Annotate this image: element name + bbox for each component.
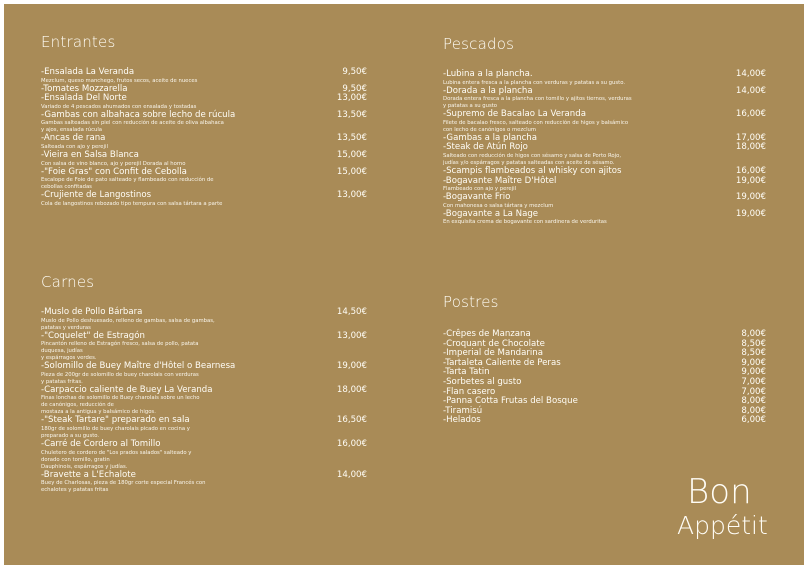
menu-item-description: Variado de 4 pescados ahumados con ensalada y tostadas — [41, 103, 197, 110]
menu-item — [443, 210, 766, 227]
menu-item-name: -"Foie Gras" con Confit de Cebolla — [41, 166, 187, 177]
menu-item — [41, 151, 367, 168]
menu-item-row — [41, 168, 367, 178]
menu-item-name: -Ancas de rana — [41, 133, 106, 144]
menu-item-row — [443, 87, 766, 97]
menu-item-row — [41, 191, 367, 201]
menu-item-name: -Bravette a L'Echalote — [41, 469, 136, 480]
menu-item-price: 16,50€ — [336, 415, 367, 426]
menu-item-row — [443, 193, 766, 203]
postres-title: Postres — [443, 293, 499, 311]
menu-item-row — [41, 471, 367, 481]
menu-item-row — [41, 94, 367, 104]
menu-item — [443, 407, 766, 417]
menu-item — [41, 134, 367, 151]
menu-item — [443, 143, 766, 167]
menu-item — [41, 362, 367, 386]
menu-item-name: -Imperial de Mandarina — [443, 348, 544, 359]
menu-item-row — [41, 416, 367, 426]
menu-item-row — [41, 440, 367, 450]
menu-item — [443, 193, 766, 210]
menu-item-price: 14,00€ — [336, 469, 367, 480]
menu-item-price: 18,00€ — [336, 384, 367, 395]
menu-item-price: 13,00€ — [336, 330, 367, 341]
menu-item — [41, 111, 367, 135]
menu-item-description: Escalope de Foie de pato salteado y flambeado con reducción de cebollas confitadas — [41, 177, 214, 191]
menu-item-row — [41, 332, 367, 342]
menu-item — [41, 416, 367, 440]
menu-item-description: Salteada con ajo y perejil — [41, 143, 108, 150]
menu-item-row — [443, 210, 766, 220]
pescados-list — [443, 70, 766, 226]
menu-item-description: Muslo de Pollo deshuesado, relleno de gambas, salsa de gambas, patatas y verduras — [41, 317, 215, 331]
menu-item-name: -Bogavante a La Nage — [443, 208, 539, 219]
menu-item-price: 14,50€ — [336, 307, 367, 317]
menu-item-description: Buey de Charlosas, pieza de 180gr corte especial Francés con echalotes y patatas fritas — [41, 480, 206, 494]
menu-item-price: 9,50€ — [342, 67, 367, 77]
menu-item-row — [443, 359, 766, 369]
menu-item-price: 13,50€ — [336, 133, 367, 144]
menu-item-name: -Sorbetes al gusto — [443, 376, 522, 387]
menu-item-name: -Carré de Cordero al Tomillo — [41, 438, 161, 449]
entrantes-list — [41, 68, 367, 208]
menu-item-description: Con mahonesa o salsa tártara y mezclum — [443, 202, 554, 209]
menu-item-name: -Gambas a la plancha — [443, 132, 538, 143]
menu-item-description: Dorada entera fresca a la plancha con tomillo y ajitos tiernos, verduras y patatas a su gusto — [443, 96, 632, 110]
menu-item-price: 17,00€ — [735, 132, 766, 143]
pescados-title: Pescados — [443, 35, 515, 53]
menu-item-name: -Croquant de Chocolate — [443, 338, 545, 349]
menu-item-row — [41, 151, 367, 161]
menu-item-row — [443, 177, 766, 187]
menu-item-name: -Dorada a la plancha — [443, 85, 533, 96]
menu-item-price: 16,00€ — [735, 165, 766, 176]
menu-item-name: -Helados — [443, 415, 481, 426]
menu-item-name: -"Steak Tartare" preparado en sala — [41, 415, 190, 426]
menu-item-price: 14,00€ — [735, 85, 766, 96]
menu-item-name: -Bogavante Frio — [443, 192, 511, 203]
menu-item — [443, 70, 766, 87]
menu-item-row — [443, 143, 766, 153]
menu-item-price: 8,00€ — [741, 329, 766, 339]
menu-item-name: -Scampis flambeados al whisky con ajitos — [443, 165, 622, 176]
menu-item-price: 8,50€ — [741, 348, 766, 359]
menu-item-price: 18,00€ — [735, 142, 766, 153]
menu-item — [443, 397, 766, 407]
menu-item-name: -Supremo de Bacalao La Veranda — [443, 109, 586, 120]
menu-item-price: 13,00€ — [336, 93, 367, 104]
menu-item-price: 8,50€ — [741, 338, 766, 349]
closing-bon: Bon — [687, 472, 752, 512]
menu-item-name: -Muslo de Pollo Bárbara — [41, 307, 143, 317]
menu-item — [41, 308, 367, 332]
menu-item-description: Chuletero de cordero de "Los prados salados" salteado y dorado con tomillo, gratin Dauphinois, espárragos y judías. — [41, 449, 192, 470]
menu-page — [4, 4, 804, 565]
postres-list — [443, 330, 766, 426]
menu-item-name: -Carpaccio caliente de Buey La Veranda — [41, 384, 213, 395]
menu-item-price: 7,00€ — [741, 376, 766, 387]
menu-item-price: 19,00€ — [735, 192, 766, 203]
menu-item — [41, 386, 367, 417]
menu-item-name: -Panna Cotta Frutas del Bosque — [443, 396, 578, 407]
menu-item — [41, 440, 367, 471]
menu-item-row — [41, 134, 367, 144]
menu-item-description: Pieza de 200gr de solomillo de buey charolais con verduras y patatas fritas. — [41, 371, 199, 385]
menu-item-price: 16,00€ — [735, 109, 766, 120]
menu-item-description: Filete de bacalao fresco, salteado con reducción de higos y balsámico con lecho de canónigos o mezclum — [443, 119, 629, 133]
menu-item-description: Pincantón relleno de Estragón fresco, salsa de pollo, patata duquesa, judías y espárragos verdes. — [41, 341, 199, 362]
menu-item-price: 15,00€ — [336, 149, 367, 160]
menu-item-price: 8,00€ — [741, 405, 766, 416]
menu-item — [41, 191, 367, 208]
menu-item-description: Cola de langostinos rebozado tipo tempura con salsa tártara a parte — [41, 200, 223, 207]
menu-item-price: 13,50€ — [336, 109, 367, 120]
menu-item-price: 19,00€ — [735, 208, 766, 219]
menu-item-price: 8,00€ — [741, 396, 766, 407]
menu-item — [443, 416, 766, 426]
menu-item-price: 16,00€ — [336, 438, 367, 449]
carnes-title: Carnes — [41, 273, 95, 291]
menu-item-description: 180gr de solomillo de buey charolais picado en cocina y preparado a su gusto. — [41, 425, 190, 439]
menu-item-description: Con salsa de vino blanco, ajo y perejil Dorada al horno — [41, 160, 186, 167]
menu-item-row — [443, 416, 766, 426]
menu-item-description: Mezclum, queso manchego, frutos secos, aceite de nueces — [41, 77, 198, 84]
menu-item-name: -Tarta Tatin — [443, 367, 490, 378]
menu-item-row — [41, 362, 367, 372]
menu-item-price: 19,00€ — [735, 175, 766, 186]
menu-item-name: -Crujiente de Langostinos — [41, 190, 152, 201]
menu-item-row — [41, 308, 367, 318]
entrantes-title: Entrantes — [41, 33, 116, 51]
menu-item-name: -"Coquelet" de Estragón — [41, 330, 145, 341]
closing-appetit: Appétit — [677, 511, 768, 540]
menu-item — [41, 168, 367, 192]
menu-item-description: Finas lonchas de solomillo de Buey charolais sobre un lecho de canónigos, reducción de mostaza a la antigua y balsámico de higos. — [41, 395, 200, 416]
menu-item-row — [41, 386, 367, 396]
menu-item-name: -Flan casero — [443, 386, 496, 397]
menu-item — [41, 332, 367, 363]
menu-item — [443, 177, 766, 194]
menu-item-price: 6,00€ — [741, 415, 766, 426]
menu-item-name: -Tartaleta Caliente de Peras — [443, 357, 561, 368]
menu-item-price: 13,00€ — [336, 190, 367, 201]
menu-item-name: -Tiramisú — [443, 405, 483, 416]
menu-item — [443, 87, 766, 111]
menu-item — [443, 359, 766, 369]
menu-item-name: -Lubina a la plancha. — [443, 69, 533, 79]
menu-item-description: En exquisita crema de bogavante con sardinera de verduritas — [443, 219, 607, 226]
menu-item-row — [443, 397, 766, 407]
menu-item-name: -Tomates Mozzarella — [41, 83, 128, 94]
menu-item-row — [443, 110, 766, 120]
menu-item-price: 15,00€ — [336, 166, 367, 177]
menu-item-row — [41, 111, 367, 121]
menu-item-name: -Solomillo de Buey Maître d'Hôtel o Bearnesa — [41, 361, 236, 372]
menu-item-price: 9,00€ — [741, 357, 766, 368]
menu-item — [41, 471, 367, 495]
menu-item-description: Flambeado con ajo y perejil — [443, 186, 517, 193]
menu-item-price: 9,00€ — [741, 367, 766, 378]
menu-item — [41, 68, 367, 85]
menu-item-description: Lubina entera fresca a la plancha con verduras y patatas a su gusto. — [443, 79, 626, 86]
menu-item-price: 14,00€ — [735, 69, 766, 79]
carnes-list — [41, 308, 367, 494]
menu-item-name: -Steak de Atún Rojo — [443, 142, 528, 153]
menu-item-row — [41, 68, 367, 78]
menu-item-description: Salteado con reducción de higos con sésamo y salsa de Porto Rojo, judías y/o espárragos y patatas salteadas con aceite de sésamo. — [443, 152, 622, 166]
menu-item-price: 19,00€ — [336, 361, 367, 372]
menu-item-description: Gambas salteadas sin piel con reducción de aceite de oliva albahaca y ajos, ensalada rúcula — [41, 120, 224, 134]
menu-item-name: -Crêpes de Manzana — [443, 329, 531, 339]
menu-item-row — [443, 407, 766, 417]
menu-item-name: -Bogavante Maître D'Hôtel — [443, 175, 557, 186]
menu-item-price: 7,00€ — [741, 386, 766, 397]
menu-item-row — [443, 70, 766, 80]
menu-item-price: 9,50€ — [342, 83, 367, 94]
menu-item-name: -Ensalada Del Norte — [41, 93, 127, 104]
menu-item-name: -Gambas con albahaca sobre lecho de rúcula — [41, 109, 236, 120]
menu-item-name: -Vieira en Salsa Blanca — [41, 149, 139, 160]
menu-item-name: -Ensalada La Veranda — [41, 67, 135, 77]
menu-item — [443, 110, 766, 134]
menu-item — [41, 94, 367, 111]
